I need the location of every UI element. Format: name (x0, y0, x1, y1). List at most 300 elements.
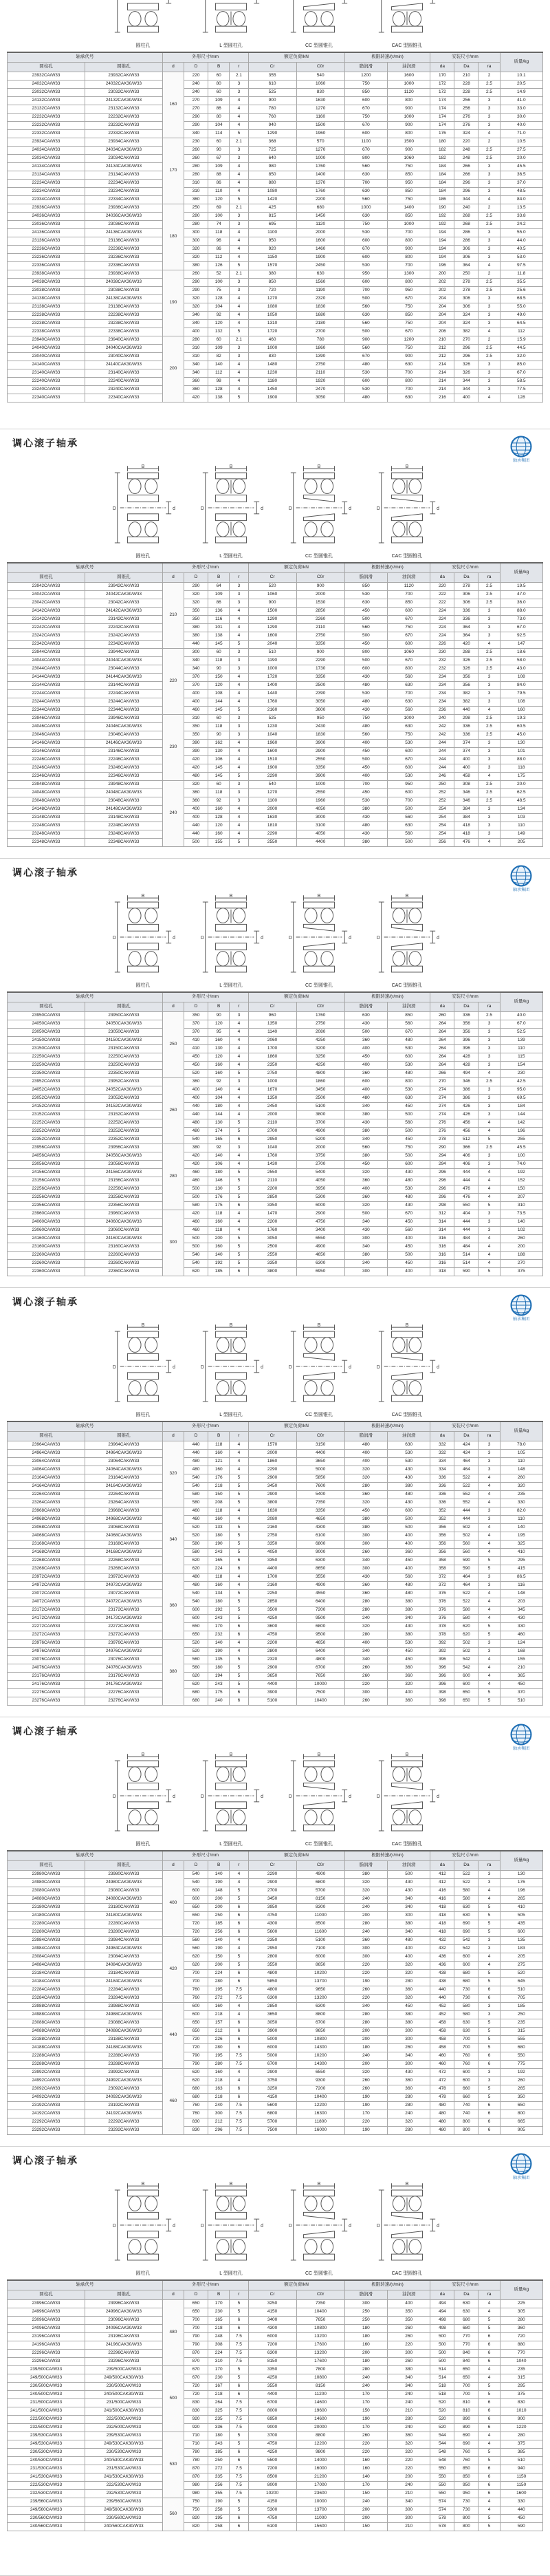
value-cell: 185 (208, 1268, 230, 1276)
svg-text:d (173, 0, 175, 1)
value-cell: 6 (230, 1912, 248, 1920)
value-cell: 7.5 (230, 2350, 248, 2358)
table-row (8, 665, 543, 674)
value-cell: 5 (230, 1962, 248, 1970)
table-row (8, 2473, 543, 2482)
value-cell: 6 (478, 1995, 500, 2003)
value-cell: 310 (184, 353, 208, 361)
table-row (8, 1879, 543, 1887)
value-cell: 109 (208, 163, 230, 171)
value-cell: 580 (454, 2011, 478, 2019)
value-cell: 105 (500, 1450, 542, 1458)
value-cell: 320 (184, 781, 208, 789)
value-cell: 265 (500, 1896, 542, 1904)
value-cell: 480 (388, 1590, 430, 1598)
value-cell: 255 (500, 1136, 542, 1144)
diagram-caption: 圆柱孔 (135, 2271, 151, 2276)
value-cell: 630 (344, 171, 387, 180)
column-group-header: 外形尺寸/mm (162, 992, 248, 1002)
value-cell: 256 (454, 105, 478, 114)
value-cell: 1100 (248, 797, 296, 806)
value-cell: 250 (430, 781, 454, 789)
value-cell: 460 (184, 1177, 208, 1185)
value-cell: 110 (500, 1045, 542, 1053)
value-cell: 167 (208, 2383, 230, 2391)
table-row (8, 1103, 543, 1111)
catalog-page (0, 859, 550, 1288)
value-cell: 3 (478, 320, 500, 328)
svg-text:D: D (376, 2223, 380, 2229)
value-cell: 4250 (248, 1615, 296, 1623)
bearing-code-cylindrical: 24972CA/W33 (8, 1582, 85, 1590)
value-cell: 4300 (296, 1524, 344, 1532)
bearing-code-tapered: 23242CAK/W33 (85, 632, 162, 641)
value-cell: 170 (208, 2300, 230, 2308)
table-head (8, 1851, 543, 1871)
value-cell: 7500 (296, 1689, 344, 1697)
value-cell: 150 (208, 674, 230, 682)
value-cell: 960 (248, 1012, 296, 1020)
value-cell: 32.0 (500, 353, 542, 361)
value-cell: 6 (230, 2019, 248, 2028)
value-cell: 3 (478, 674, 500, 682)
bearing-diagram (285, 464, 353, 559)
value-cell: 3 (478, 1640, 500, 1648)
value-cell: 295 (500, 1557, 542, 1565)
value-cell: 3 (478, 608, 500, 616)
value-cell: 530 (388, 773, 430, 781)
value-cell: 110 (208, 188, 230, 196)
value-cell: 412 (430, 1879, 454, 1887)
table-row (8, 2399, 543, 2407)
diagram-caption: 圆柱孔 (135, 43, 151, 48)
value-cell: 7.5 (230, 2110, 248, 2118)
bore-diameter-cell: 380 (162, 1640, 184, 1706)
value-cell: 45.5 (500, 163, 542, 171)
value-cell: 5 (230, 394, 248, 402)
bearing-cross-section (285, 1752, 353, 1840)
value-cell: 560 (184, 1945, 208, 1953)
value-cell: 58.0 (500, 657, 542, 665)
table-row (8, 1144, 543, 1152)
value-cell: 430 (388, 1623, 430, 1631)
value-cell: 2.1 (230, 138, 248, 147)
value-cell: 4650 (296, 1516, 344, 1524)
value-cell: 500 (430, 2341, 454, 2350)
value-cell: 118 (208, 229, 230, 237)
value-cell: 398 (430, 1689, 454, 1697)
value-cell: 540 (184, 1483, 208, 1491)
value-cell: 670 (388, 328, 430, 336)
value-cell: 195 (500, 1532, 542, 1541)
value-cell: 4750 (248, 1912, 296, 1920)
bearing-code-tapered: 23142CAK/W33 (85, 616, 162, 624)
value-cell: 700 (454, 2036, 478, 2044)
value-cell: 330 (500, 2498, 542, 2507)
bore-diameter-cell: 240 (162, 781, 184, 847)
table-row (8, 1202, 543, 1210)
table-body (8, 1871, 543, 2135)
value-cell: 4900 (296, 1871, 344, 1879)
value-cell: 184 (430, 180, 454, 188)
value-cell: 544 (430, 2440, 454, 2449)
value-cell: 160 (208, 1466, 230, 1474)
bearing-code-tapered: 23280CAK/W33 (85, 1929, 162, 1937)
diagram-crop (285, 893, 353, 981)
value-cell: 480 (344, 698, 387, 707)
value-cell: 300 (388, 2036, 430, 2044)
value-cell: 240 (454, 204, 478, 213)
value-cell: 436 (430, 1953, 454, 1962)
value-cell: 830 (184, 2127, 208, 2135)
table-row (8, 1045, 543, 1053)
value-cell: 19600 (296, 2407, 344, 2416)
value-cell: 2.1 (230, 204, 248, 213)
table-head (8, 563, 543, 583)
value-cell: 147 (500, 641, 542, 649)
value-cell: 540 (184, 1252, 208, 1260)
bearing-code-cylindrical: 23180CA/W33 (8, 1904, 85, 1912)
value-cell: 386 (454, 1086, 478, 1095)
value-cell: 265 (500, 2085, 542, 2094)
value-cell: 750 (184, 2507, 208, 2515)
value-cell: 800 (388, 237, 430, 246)
bearing-code-cylindrical: 23996CA/W33 (8, 2300, 85, 2308)
bearing-spec-table (7, 562, 543, 847)
value-cell: 480 (344, 822, 387, 830)
value-cell: 500 (388, 1871, 430, 1879)
value-cell: 14600 (296, 2416, 344, 2424)
value-cell: 260 (344, 1549, 387, 1557)
value-cell: 148 (500, 1466, 542, 1474)
bearing-code-cylindrical: 230/560CA/W33 (8, 2515, 85, 2523)
value-cell: 440 (500, 2507, 542, 2515)
value-cell: 346 (454, 797, 478, 806)
value-cell: 196 (430, 262, 454, 270)
value-cell: 358 (430, 1557, 454, 1565)
bearing-code-cylindrical: 23076CA/W33 (8, 1656, 85, 1664)
value-cell: 240 (208, 1697, 230, 1706)
value-cell: 140 (208, 1152, 230, 1161)
bearing-code-cylindrical: 23246CA/W33 (8, 764, 85, 773)
value-cell: 4300 (248, 1920, 296, 1929)
value-cell: 460 (184, 1516, 208, 1524)
value-cell: 820 (184, 2523, 208, 2531)
value-cell: 2900 (248, 1491, 296, 1499)
value-cell: 86.5 (500, 1574, 542, 1582)
value-cell: 2000 (296, 1144, 344, 1152)
column-group-header: 轴承代号 (8, 992, 163, 1002)
value-cell: 830 (184, 2399, 208, 2407)
table-row (8, 1111, 543, 1119)
table-row (8, 1483, 543, 1491)
value-cell: 458 (430, 2044, 454, 2052)
value-cell: 400 (388, 1541, 430, 1549)
value-cell: 700 (388, 386, 430, 394)
value-cell: 750 (184, 2498, 208, 2507)
value-cell: 160 (208, 830, 230, 839)
brand-logo (503, 435, 539, 464)
value-cell: 530 (344, 262, 387, 270)
diagram-crop (373, 2181, 441, 2269)
svg-text:D: D (288, 1794, 292, 1799)
value-cell: 16000 (296, 2127, 344, 2135)
value-cell: 370 (184, 674, 208, 682)
bearing-code-tapered: 24036CAK30/W33 (85, 213, 162, 221)
value-cell: 5700 (296, 1887, 344, 1896)
table-row (8, 814, 543, 822)
value-cell: 140 (500, 1524, 542, 1532)
value-cell: 1200 (344, 72, 387, 80)
value-cell: 502 (454, 1648, 478, 1656)
bearing-code-tapered: 24996CAK30/W33 (85, 2308, 162, 2317)
value-cell: 830 (500, 2399, 542, 2407)
value-cell: 2850 (248, 1598, 296, 1607)
value-cell: 318 (430, 1268, 454, 1276)
value-cell: 2700 (248, 1887, 296, 1896)
value-cell: 210 (500, 1664, 542, 1673)
bearing-code-tapered: 24968CAK30/W33 (85, 1516, 162, 1524)
bearing-code-tapered: 23292CAK/W33 (85, 2127, 162, 2135)
brand-logo-caption: 轴承集团 (512, 1318, 529, 1322)
value-cell: 3500 (248, 1607, 296, 1615)
value-cell: 210 (388, 2407, 430, 2416)
table-row (8, 171, 543, 180)
value-cell: 540 (296, 72, 344, 80)
bearing-code-tapered: 23940CAK/W33 (85, 336, 162, 345)
value-cell: 4 (230, 1062, 248, 1070)
value-cell: 5 (478, 1929, 500, 1937)
bearing-code-tapered: 24096CAK30/W33 (85, 2325, 162, 2333)
value-cell: 274 (430, 1095, 454, 1103)
value-cell: 5 (478, 2019, 500, 2028)
table-row (8, 1549, 543, 1557)
bearing-code-cylindrical: 24196CA/W33 (8, 2341, 85, 2350)
value-cell: 4 (478, 1491, 500, 1499)
value-cell: 720 (184, 1929, 208, 1937)
value-cell: 4 (230, 229, 248, 237)
value-cell: 140 (208, 361, 230, 369)
value-cell: 420 (184, 756, 208, 764)
value-cell: 60 (208, 781, 230, 789)
table-row (8, 1615, 543, 1623)
value-cell: 335 (208, 2473, 230, 2482)
value-cell: 500 (388, 1111, 430, 1119)
value-cell: 280 (208, 2061, 230, 2069)
value-cell: 4 (478, 1260, 500, 1268)
value-cell: 184 (430, 188, 454, 196)
value-cell: 4300 (248, 2325, 296, 2333)
value-cell: 720 (248, 287, 296, 295)
value-cell: 3600 (248, 1623, 296, 1631)
svg-text:d (437, 0, 439, 1)
value-cell: 2550 (248, 1252, 296, 1260)
table-row (8, 394, 543, 402)
value-cell: 2390 (296, 690, 344, 698)
value-cell: 600 (344, 237, 387, 246)
bearing-code-cylindrical: 24064CA/W33 (8, 1466, 85, 1474)
value-cell: 2290 (248, 1466, 296, 1474)
value-cell: 2.5 (478, 599, 500, 608)
column-group-header: 质量/kg (500, 992, 542, 1012)
value-cell: 1830 (296, 303, 344, 312)
value-cell: 1600 (248, 748, 296, 756)
value-cell: 500 (184, 1194, 208, 1202)
value-cell: 200 (500, 1243, 542, 1252)
value-cell: 1370 (296, 180, 344, 188)
value-cell: 1860 (296, 1078, 344, 1086)
value-cell: 1000 (388, 114, 430, 122)
value-cell: 114 (208, 130, 230, 138)
table-row (8, 1565, 543, 1574)
value-cell: 430 (344, 707, 387, 715)
value-cell: 365 (500, 1673, 542, 1681)
table-row (8, 1012, 543, 1020)
bearing-code-cylindrical: 23952CA/W33 (8, 1078, 85, 1086)
bearing-code-tapered: 24046CAK30/W33 (85, 723, 162, 731)
table-row (8, 740, 543, 748)
value-cell: 98 (208, 378, 230, 386)
value-cell: 530 (388, 1640, 430, 1648)
value-cell: 464 (454, 1574, 478, 1582)
value-cell: 3 (478, 698, 500, 707)
value-cell: 375 (500, 2440, 542, 2449)
table-row (8, 583, 543, 591)
value-cell: 222 (430, 591, 454, 599)
brand-logo-caption: 轴承集团 (512, 1747, 529, 1751)
diagram-caption: CAC 型圆锥孔 (391, 983, 423, 988)
value-cell: 2500 (296, 1095, 344, 1103)
value-cell: 8000 (248, 2407, 296, 2416)
bearing-code-tapered: 23038CAK/W33 (85, 287, 162, 295)
value-cell: 3 (478, 303, 500, 312)
bearing-code-tapered: 23172CAK/W33 (85, 1607, 162, 1615)
value-cell: 4 (230, 97, 248, 105)
value-cell: 100 (208, 213, 230, 221)
bearing-code-cylindrical: 232/500CA/W33 (8, 2424, 85, 2432)
value-cell: 850 (344, 89, 387, 97)
diagram-crop (285, 4, 353, 41)
value-cell: 800 (454, 2523, 478, 2531)
bearing-cross-section (285, 893, 353, 981)
value-cell: 4 (230, 312, 248, 320)
value-cell: 380 (388, 2366, 430, 2374)
bearing-diagram (285, 4, 353, 49)
value-cell: 6 (478, 2465, 500, 2473)
column-group-header: 额定负荷/kN (248, 992, 344, 1002)
value-cell: 5 (230, 1128, 248, 1136)
table-row (8, 1541, 543, 1549)
value-cell: 1270 (296, 147, 344, 155)
bearing-code-cylindrical: 249/500CA/W33 (8, 2374, 85, 2383)
value-cell: 4 (230, 674, 248, 682)
value-cell: 502 (454, 1532, 478, 1541)
value-cell: 2.5 (478, 1012, 500, 1020)
value-cell: 290 (184, 583, 208, 591)
value-cell: 320 (184, 591, 208, 599)
value-cell: 190 (208, 1879, 230, 1887)
value-cell: 460 (184, 1219, 208, 1227)
bearing-code-cylindrical: 22284CA/W33 (8, 1986, 85, 1995)
value-cell: 106 (208, 1161, 230, 1169)
value-cell: 420 (184, 1210, 208, 1219)
svg-text:B: B (317, 2182, 321, 2187)
value-cell: 5 (230, 1194, 248, 1202)
svg-text:B: B (141, 894, 145, 899)
svg-text:B: B (141, 2182, 145, 2187)
value-cell: 10800 (296, 2036, 344, 2044)
value-cell: 4 (230, 1516, 248, 1524)
bearing-code-cylindrical: 22296CA/W33 (8, 2350, 85, 2358)
value-cell: 266 (454, 171, 478, 180)
value-cell: 5 (230, 1615, 248, 1623)
table-row (8, 80, 543, 89)
table-head (8, 52, 543, 72)
value-cell: 640 (248, 155, 296, 163)
bearing-code-cylindrical: 23048CA/W33 (8, 797, 85, 806)
value-cell: 600 (184, 1607, 208, 1615)
value-cell: 400 (388, 1268, 430, 1276)
bore-diameter-cell: 460 (162, 2069, 184, 2135)
value-cell: 2160 (248, 1524, 296, 1532)
value-cell: 550 (454, 1202, 478, 1210)
bearing-code-tapered: 23134CAK/W33 (85, 171, 162, 180)
value-cell: 84.0 (500, 682, 542, 690)
value-cell: 530 (344, 386, 387, 394)
value-cell: 140 (500, 1219, 542, 1227)
value-cell: 7650 (296, 1673, 344, 1681)
value-cell: 220 (430, 583, 454, 591)
value-cell: 3 (478, 237, 500, 246)
value-cell: 630 (388, 682, 430, 690)
table-row (8, 781, 543, 789)
bearing-code-cylindrical: 22234CA/W33 (8, 180, 85, 188)
table-row (8, 2094, 543, 2102)
bearing-cross-section (109, 0, 177, 41)
column-header: C0r (296, 63, 344, 72)
value-cell: 2160 (248, 1582, 296, 1590)
value-cell: 6 (478, 2052, 500, 2061)
bearing-code-tapered: 23256CAK/W33 (85, 1194, 162, 1202)
value-cell: 110 (500, 1516, 542, 1524)
value-cell: 4400 (248, 1681, 296, 1689)
bearing-diagram (109, 4, 177, 49)
value-cell: 3 (230, 723, 248, 731)
table-row (8, 1689, 543, 1697)
value-cell: 392 (430, 1648, 454, 1656)
value-cell: 2110 (296, 624, 344, 632)
globe-logo-icon (509, 1294, 533, 1317)
value-cell: 578 (430, 2523, 454, 2531)
bearing-code-tapered: 23942CAK/W33 (85, 583, 162, 591)
value-cell: 18.6 (500, 649, 542, 657)
value-cell: 1630 (248, 814, 296, 822)
value-cell: 7.5 (230, 2333, 248, 2341)
value-cell: 5000 (248, 2036, 296, 2044)
value-cell: 650 (500, 2102, 542, 2110)
value-cell: 430 (344, 814, 387, 822)
table-row (8, 1136, 543, 1144)
bearing-code-tapered: 24032CAK30/W33 (85, 80, 162, 89)
value-cell: 3 (230, 583, 248, 591)
value-cell: 1830 (296, 731, 344, 740)
value-cell: 192 (208, 1607, 230, 1615)
value-cell: 3 (478, 1152, 500, 1161)
value-cell: 400 (388, 1945, 430, 1953)
value-cell: 260 (430, 1012, 454, 1020)
value-cell: 380 (388, 1920, 430, 1929)
value-cell: 400 (454, 764, 478, 773)
